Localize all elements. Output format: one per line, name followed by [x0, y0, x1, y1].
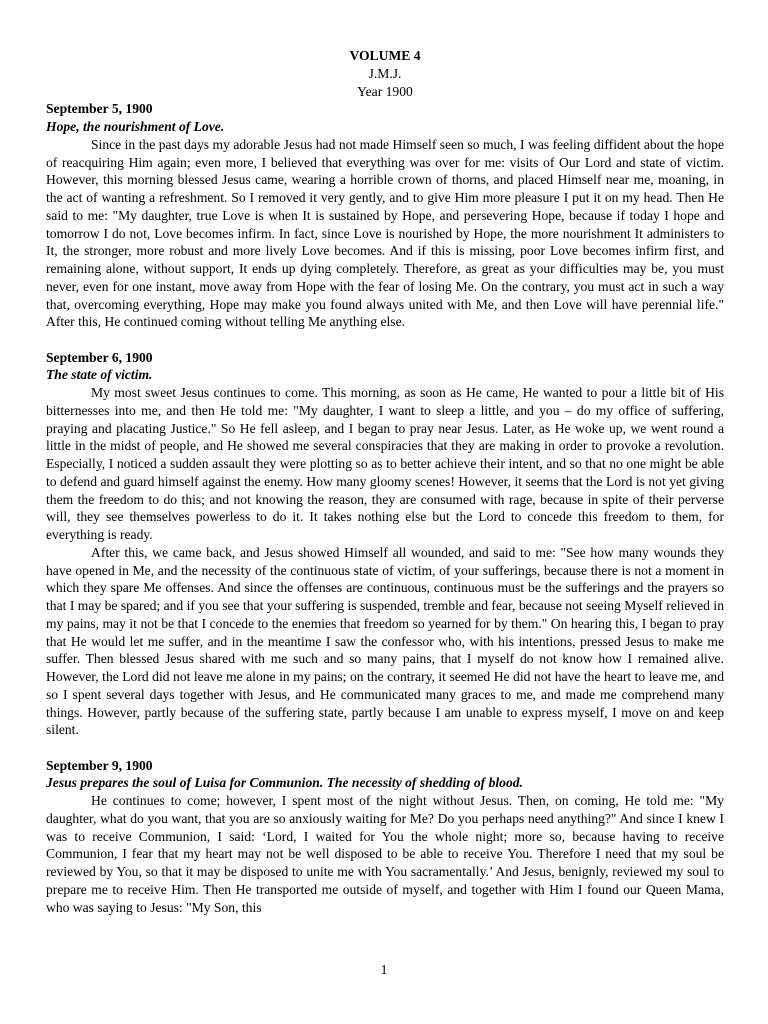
entry-subtitle: Jesus prepares the soul of Luisa for Communion. The necessity of shedding of blood.: [46, 775, 523, 791]
entry-subtitle: Hope, the nourishment of Love.: [46, 119, 225, 134]
entry-subtitle: The state of victim.: [46, 367, 153, 383]
entry-date: September 6, 1900: [46, 349, 153, 365]
volume-title: VOLUME 4: [349, 48, 421, 63]
diary-entry: [46, 100, 724, 331]
entry-paragraph: Since in the past days my adorable Jesus had not made Himself seen so much, I was feeling diffident about the hope of reacquiring Him again; even more, I believed that everything was over for me: visits of Our Lord and state of victim. However, this morning blessed Jesus came, wearing a horrible crown of thorns, and placed Himself near me, moaning, in the act of wanting a refreshment. So I removed it very gently, and to give Him more pleasure I put it on my head. Then He said to me: "My daughter, true Love is when It is sustained by Hope, and persevering Hope, because if today I hope and tomorrow I do not, Love becomes infirm. In fact, since Love is nourished by Hope, the more nourishment It administers to It, the stronger, more robust and more lively Love becomes. And if this is missing, poor Love becomes infirm first, and remaining alone, without support, It ends up dying completely. Therefore, as great as your difficulties may be, you must never, even for one instant, move away from Hope with the fear of losing Me. On the contrary, you must act in such a way that, overcoming everything, Hope may make you found always united with Me, and then Love will have perennial life." After this, He continued coming without telling Me anything else.: [46, 136, 724, 330]
entry-date: September 5, 1900: [46, 101, 153, 117]
diary-entry: [46, 349, 724, 740]
page-number: 1: [380, 962, 388, 977]
jmj-heading: J.M.J.: [368, 65, 402, 81]
diary-entry: [46, 757, 724, 917]
entry-paragraph: My most sweet Jesus continues to come. This morning, as soon as He came, He wanted to pour a little bit of His bitternesses into me, and then He told me: "My daughter, I want to sleep a little, and you – do my office of suffering, praying and placating Justice." So He fell asleep, and I began to pray near Jesus. Later, as He woke up, we went round a little in the midst of people, and He showed me several conspiracies that they are making in order to provoke a revolution. Especially, I noticed a sudden assault they were plotting so as to better achieve their intent, and so that no one might be able to defend and guard himself against the enemy. How many gloomy scenes! However, it seems that the Lord is not yet giving them the freedom to do this; and not knowing the reason, they are consumed with rage, because in spite of their perverse will, they see themselves powerless to do it. It takes nothing else but the Lord to concede this freedom to them, for everything is ready.: [46, 385, 724, 542]
entry-paragraph: He continues to come; however, I spent most of the night without Jesus. Then, on coming, He told me: "My daughter, what do you want, that you are so anxiously waiting for Me? Do you perhaps need anything?" And since I knew I was to receive Communion, I said: ‘Lord, I waited for You the whole night; more so, because having to receive Communion, I fear that my heart may not be well disposed to be able to receive You. Therefore I need that my soul be reviewed by You, so that it may be disposed to unite me with You sacramentally.’ And Jesus, benignly, reviewed my soul to prepare me to receive Him. Then He transported me outside of myself, and together with Him I found our Queen Mama, who was saying to Jesus: "My Son, this: [46, 793, 724, 915]
entry-paragraph: After this, we came back, and Jesus showed Himself all wounded, and said to me: "See how many wounds they have opened in Me, and the necessity of the continuous state of victim, of your sufferings, because there is not a moment in which they spare Me offenses. And since the offenses are continuous, continuous must be the sufferings and the prayers so that I may be spared; and if you see that your suffering is suspended, tremble and fear, because not seeing Myself relieved in my pains, may it not be that I concede to the enemies that freedom so yearned for by them." On hearing this, I began to pray that He would let me suffer, and in the meantime I saw the confessor who, with his intentions, pressed Jesus to make me suffer. Then blessed Jesus shared with me such and so many pains, that I myself do not know how I remained alive. However, the Lord did not leave me alone in my pains; on the contrary, it seemed He did not have the heart to leave me, and so I spent several days together with Jesus, and He communicated many graces to me, and made me comprehend many things. However, partly because of the suffering state, partly because I am unable to express myself, I move on and keep silent.: [46, 544, 724, 738]
year-heading: Year 1900: [357, 83, 413, 99]
document-page: [46, 47, 724, 916]
entry-date: September 9, 1900: [46, 757, 153, 773]
